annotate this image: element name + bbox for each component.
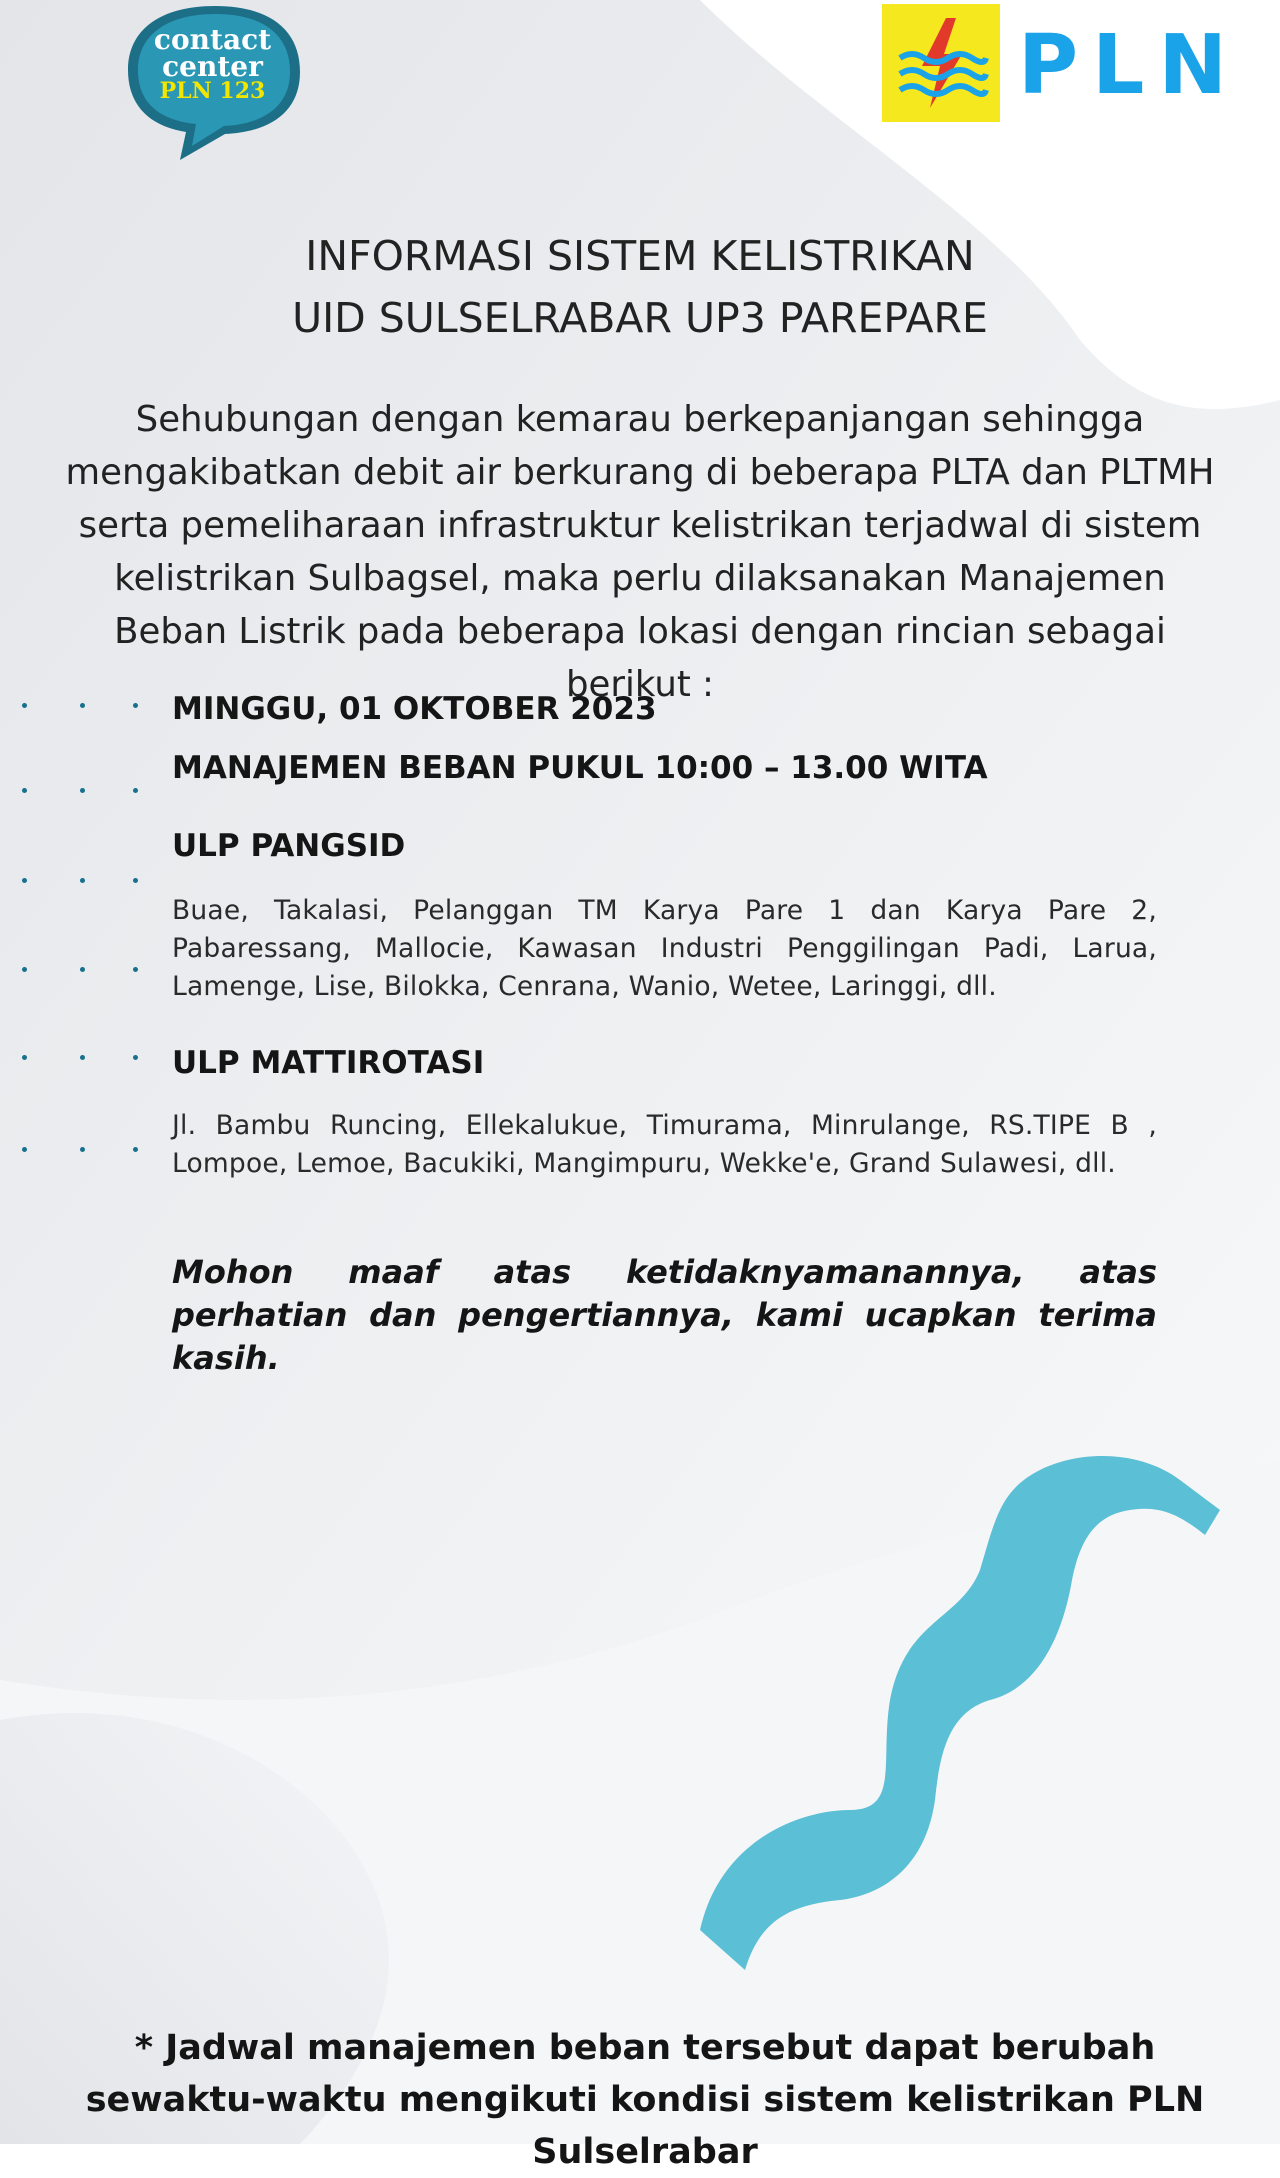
intro-paragraph: Sehubungan dengan kemarau berkepanjangan sehingga mengakibatkan debit air berkurang di beberapa PLTA dan PLTMH serta pemeliharaan infrastruktur kelistrikan terjadwal di sistem kelistrikan Sulbagsel, maka perlu dilaksanakan Manajemen Beban Listrik pada beberapa lokasi dengan rincian sebagai berikut : [65,399,1215,705]
dot [133,967,138,972]
closing-message: Mohon maaf atas ketidaknyamanannya, atas perhatian dan pengertiannya, kami ucapkan terima kasih. [172,1253,1157,1377]
dot [133,1147,138,1152]
dot [22,788,27,793]
area-locations: Buae, Takalasi, Pelanggan TM Karya Pare 1 dan Karya Pare 2, Pabaressang, Mallocie, Kawasan Industri Penggilingan Padi, Larua, Lamenge, Lise, Bilokka, Cenrana, Wanio, Wetee, Laringgi, dll. [172,895,1157,1002]
footnote: * Jadwal manajemen beban tersebut dapat berubah sewaktu-waktu mengikuti kondisi sistem kelistrikan PLN Sulselrabar [85,2028,1205,2172]
dot [80,1147,85,1152]
area-pangsid-locations [172,892,1157,1006]
dot [133,788,138,793]
dot [80,703,85,708]
dot [80,1055,85,1060]
area-mattirotasi-locations [172,1107,1157,1183]
area-name: ULP PANGSID [172,828,406,864]
dot [80,967,85,972]
dot [22,1055,27,1060]
dot [22,703,27,708]
dot [133,878,138,883]
dot [22,967,27,972]
area-pangsid [172,826,1172,866]
contact-center-logo [120,0,310,165]
dot [133,703,138,708]
dot [80,878,85,883]
area-mattirotasi [172,1043,1172,1083]
dot [133,1055,138,1060]
badge-line-number: PLN 123 [159,78,266,104]
title-line-2: UID SULSELRABAR UP3 PAREPARE [292,294,988,342]
schedule-date: MINGGU, 01 OKTOBER 2023 [172,691,657,727]
page-title [0,225,1280,349]
dot [22,1147,27,1152]
area-locations: Jl. Bambu Runcing, Ellekalukue, Timurama, Minrulange, RS.TIPE B , Lompoe, Lemoe, Bacukiki, Mangimpuru, Wekke'e, Grand Sulawesi, dll. [172,1110,1157,1179]
pln-logo-text: PLN [1018,18,1241,113]
dot [80,788,85,793]
badge-line-center: center [162,50,263,83]
closing-block [172,1251,1157,1380]
schedule-block [172,689,1172,729]
schedule-time: MANAJEMEN BEBAN PUKUL 10:00 – 13.00 WITA [172,750,988,786]
pln-logo-mark [882,4,1000,122]
dot [22,878,27,883]
badge-line-contact: contact [153,23,272,56]
title-line-1: INFORMASI SISTEM KELISTRIKAN [305,232,975,280]
area-name: ULP MATTIROTASI [172,1045,485,1081]
schedule-time-block [172,748,1172,788]
lightning-wave-icon [882,4,1000,122]
